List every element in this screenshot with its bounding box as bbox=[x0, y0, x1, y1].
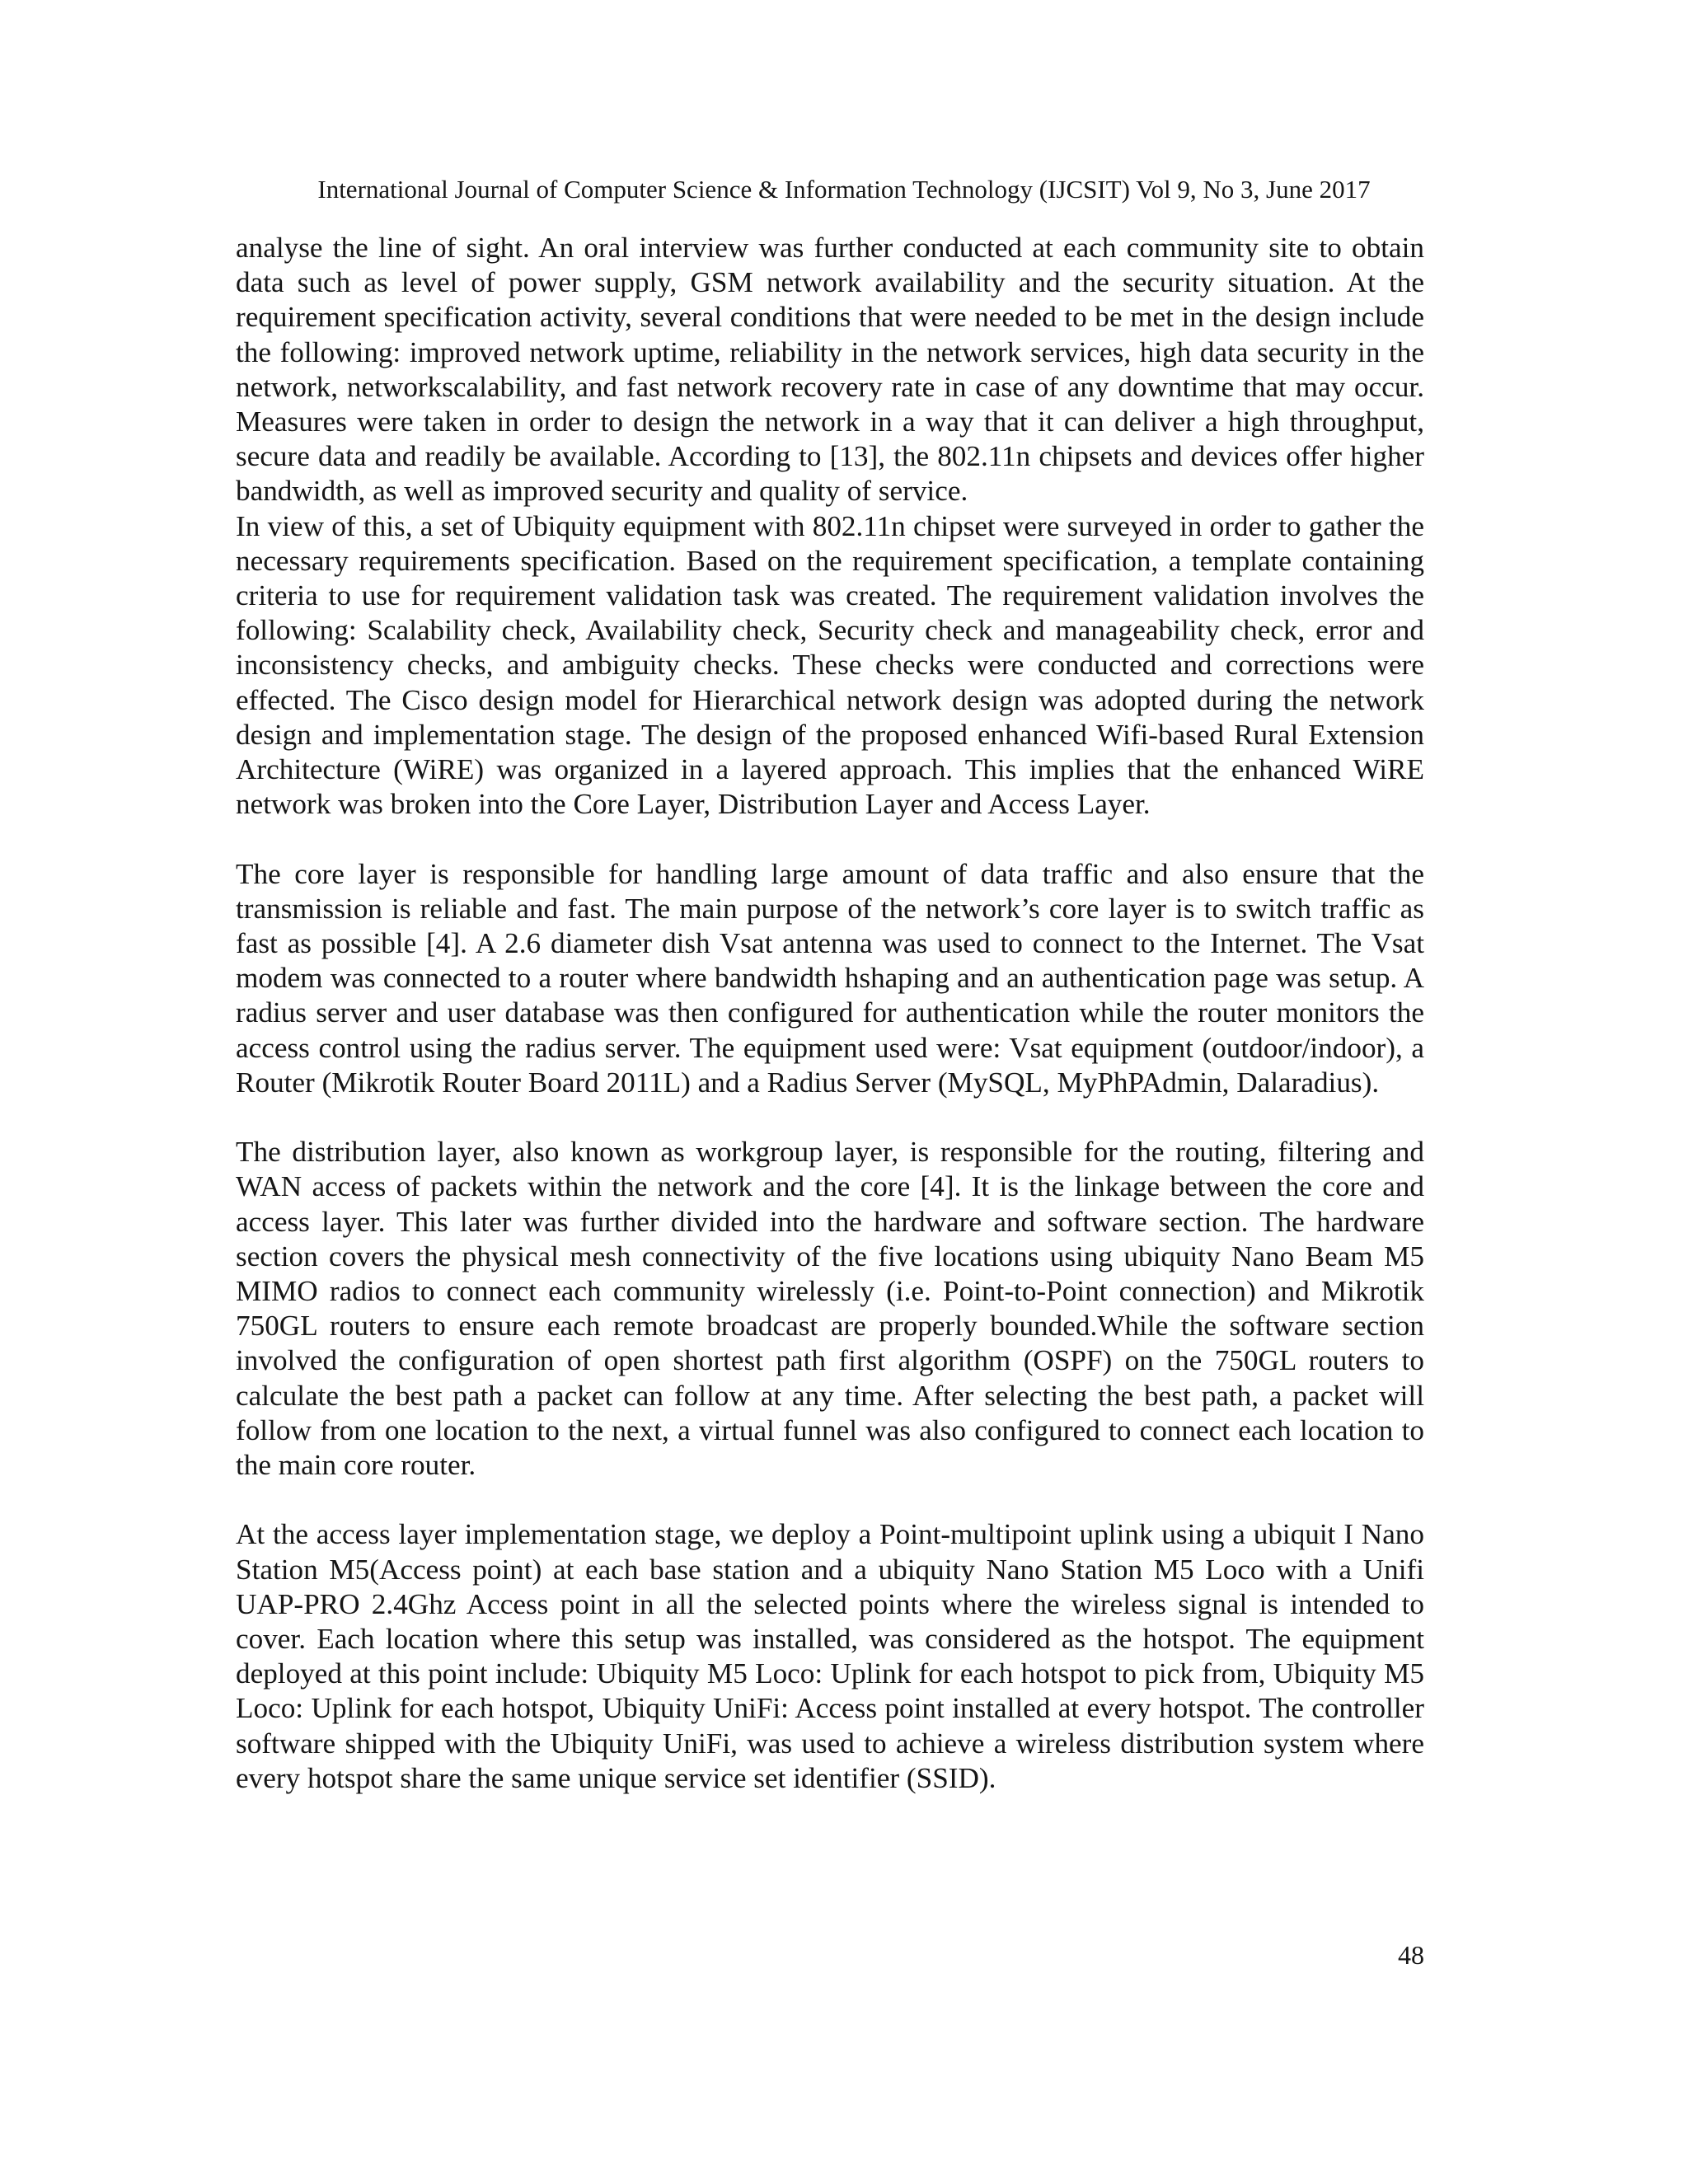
page-number: 48 bbox=[1398, 1940, 1424, 1970]
paragraph-line: In view of this, a set of Ubiquity equipment with 802.11n chipset were surveyed in order to gather the necessary requirements specification. Based on the requirement specification, a template containing criteria to use for requirement validation task was created. The requirement validation involves the following: Scalability check, Availability check, Security check and manageability check, error and inconsistency checks, and ambiguity checks. These checks were conducted and corrections were effected. The Cisco design model for Hierarchical network design was adopted during the network design and implementation stage. The design of the proposed enhanced Wifi-based Rural Extension Architecture (WiRE) was organized in a layered approach. This implies that the enhanced WiRE network was broken into the Core Layer, Distribution Layer and Access Layer. bbox=[236, 509, 1424, 821]
paragraph-requirements bbox=[236, 231, 1424, 822]
paragraph-line: At the access layer implementation stage, we deploy a Point-multipoint uplink using a ubiquit I Nano Station M5(Access point) at each base station and a ubiquity Nano Station M5 Loco with a Unifi UAP-PRO 2.4Ghz Access point in all the selected points where the wireless signal is intended to cover. Each location where this setup was installed, was considered as the hotspot. The equipment deployed at this point include: Ubiquity M5 Loco: Uplink for each hotspot to pick from, Ubiquity M5 Loco: Uplink for each hotspot, Ubiquity UniFi: Access point installed at every hotspot. The controller software shipped with the Ubiquity UniFi, was used to achieve a wireless distribution system where every hotspot share the same unique service set identifier (SSID). bbox=[236, 1518, 1424, 1794]
paragraph-core-layer bbox=[236, 857, 1424, 1100]
paragraph-distribution-layer bbox=[236, 1135, 1424, 1483]
paragraph-access-layer bbox=[236, 1517, 1424, 1796]
paragraph-line: analyse the line of sight. An oral interview was further conducted at each community site to obtain data such as level of power supply, GSM network availability and the security situation. At the requirement specification activity, several conditions that were needed to be met in the design include the following: improved network uptime, reliability in the network services, high data security in the network, networkscalability, and fast network recovery rate in case of any downtime that may occur. Measures were taken in order to design the network in a way that it can deliver a high throughput, secure data and readily be available. According to [13], the 802.11n chipsets and devices offer higher bandwidth, as well as improved security and quality of service. bbox=[236, 232, 1424, 508]
paragraph-line: The core layer is responsible for handling large amount of data traffic and also ensure that the transmission is reliable and fast. The main purpose of the network’s core layer is to switch traffic as fast as possible [4]. A 2.6 diameter dish Vsat antenna was used to connect to the Internet. The Vsat modem was connected to a router where bandwidth hshaping and an authentication page was setup. A radius server and user database was then configured for authentication while the router monitors the access control using the radius server. The equipment used were: Vsat equipment (outdoor/indoor), a Router (Mikrotik Router Board 2011L) and a Radius Server (MySQL, MyPhPAdmin, Dalaradius). bbox=[236, 857, 1424, 1099]
running-header: International Journal of Computer Science & Information Technology (IJCSIT) Vol 9, No 3, June 2017 bbox=[317, 175, 1371, 204]
paragraph-line: The distribution layer, also known as workgroup layer, is responsible for the routing, filtering and WAN access of packets within the network and the core [4]. It is the linkage between the core and access layer. This later was further divided into the hardware and software section. The hardware section covers the physical mesh connectivity of the five locations using ubiquity Nano Beam M5 MIMO radios to connect each community wirelessly (i.e. Point-to-Point connection) and Mikrotik 750GL routers to ensure each remote broadcast are properly bounded.While the software section involved the configuration of open shortest path first algorithm (OSPF) on the 750GL routers to calculate the best path a packet can follow at any time. After selecting the best path, a packet will follow from one location to the next, a virtual funnel was also configured to connect each location to the main core router. bbox=[236, 1136, 1424, 1482]
body-text bbox=[236, 231, 1424, 1796]
